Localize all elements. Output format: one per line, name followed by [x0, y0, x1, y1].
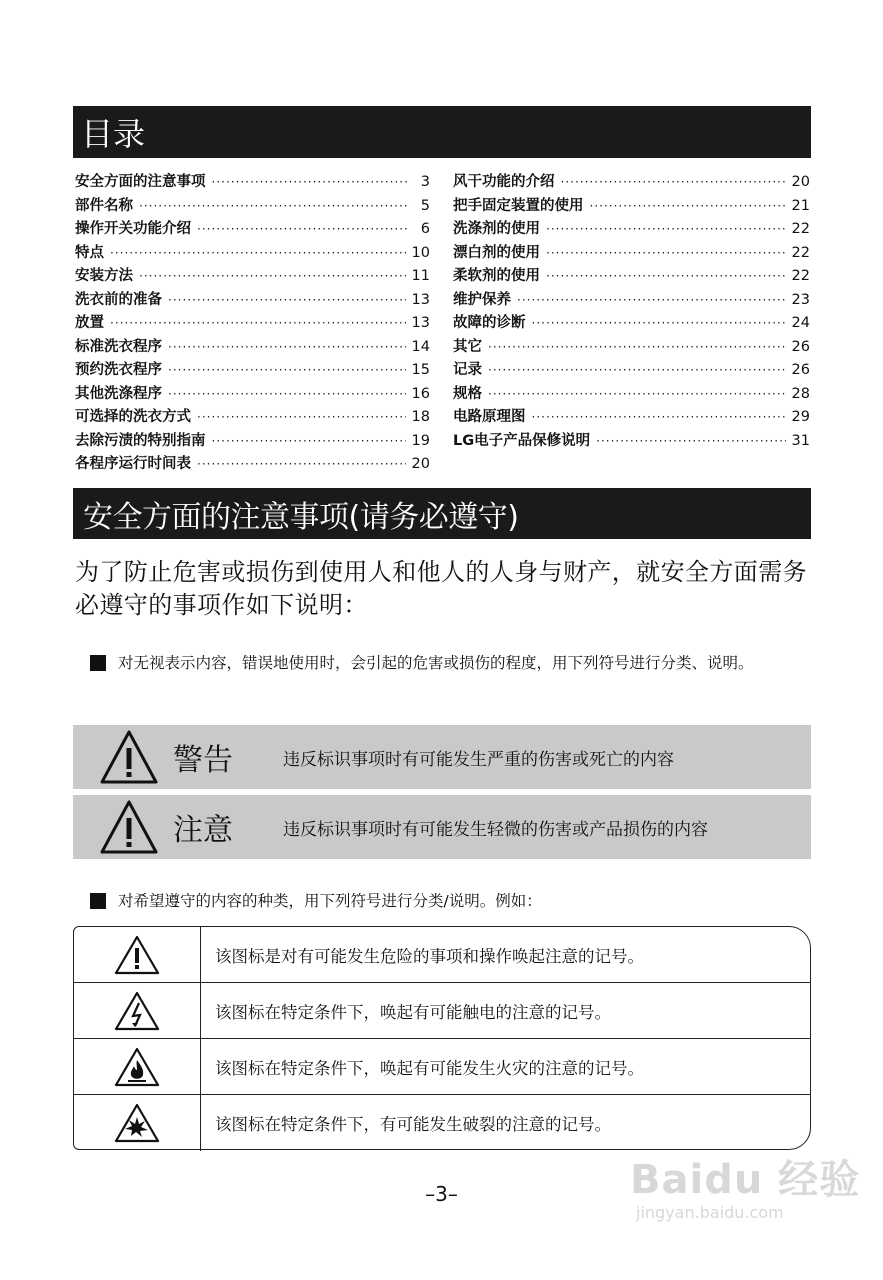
toc-entry: 洗衣前的准备 ····· 13 [75, 288, 430, 312]
bullet-symbol-types [90, 888, 810, 915]
toc-entry: 特点 ····· 10 [75, 241, 430, 265]
symbol-table [73, 926, 811, 1150]
symbol-row: 该图标是对有可能发生危险的事项和操作唤起注意的记号。 [74, 927, 810, 983]
toc-leader-dots [139, 199, 410, 213]
toc-entry: 电路原理图 ····· 29 [453, 405, 810, 429]
toc-right-column [453, 170, 810, 476]
toc-entry: 去除污渍的特别指南 ····· 19 [75, 429, 430, 453]
toc-entry: 洗涤剂的使用 ····· 22 [453, 217, 810, 241]
safety-intro: 为了防止危害或损伤到使用人和他人的人身与财产，就安全方面需务必遵守的事项作如下说明： [75, 558, 807, 619]
toc-leader-dots [110, 246, 406, 260]
caution-label: 注意 [173, 813, 233, 848]
toc-entry: 维护保养 ····· 23 [453, 288, 810, 312]
toc-leader-dots [561, 175, 786, 189]
toc-leader-dots [212, 175, 411, 189]
toc-entry: 风干功能的介绍 ····· 20 [453, 170, 810, 194]
toc-leader-dots [488, 340, 786, 354]
toc-entry: 安全方面的注意事项 ····· 3 [75, 170, 430, 194]
toc-header [73, 106, 811, 158]
watermark-logo: Baidu 经验 [630, 1157, 861, 1203]
toc-entry: 可选择的洗衣方式 ····· 18 [75, 405, 430, 429]
toc-entry: 放置 ····· 13 [75, 311, 430, 335]
toc-entry: 把手固定装置的使用 ····· 21 [453, 194, 810, 218]
watermark-url: jingyan.baidu.com [636, 1203, 784, 1222]
toc-leader-dots [212, 434, 406, 448]
page-number: –3– [425, 1182, 458, 1206]
warning-label: 警告 [173, 743, 233, 778]
toc-entry: 标准洗衣程序 ····· 14 [75, 335, 430, 359]
symbol-row: 该图标在特定条件下，唤起有可能发生火灾的注意的记号。 [74, 1039, 810, 1095]
toc-leader-dots [168, 340, 406, 354]
fire-triangle-icon [114, 1047, 160, 1087]
toc-leader-dots [197, 457, 406, 471]
toc-entry: 故障的诊断 ····· 24 [453, 311, 810, 335]
exclamation-triangle-icon [114, 935, 160, 975]
symbol-row: 该图标在特定条件下，有可能发生破裂的注意的记号。 [74, 1095, 810, 1151]
safety-header [73, 488, 811, 539]
caution-box [73, 795, 811, 859]
toc-leader-dots [168, 363, 406, 377]
explosion-triangle-icon [114, 1103, 160, 1143]
square-bullet-icon [90, 893, 106, 909]
caution-triangle-icon [99, 799, 159, 855]
toc-leader-dots [517, 293, 786, 307]
toc-leader-dots [532, 410, 786, 424]
table-of-contents [75, 170, 810, 476]
electric-shock-triangle-icon [114, 991, 160, 1031]
toc-leader-dots [488, 363, 786, 377]
toc-leader-dots [532, 316, 786, 330]
toc-left-column [75, 170, 430, 476]
warning-box [73, 725, 811, 789]
toc-leader-dots [546, 269, 786, 283]
caution-text: 违反标识事项时有可能发生轻微的伤害或产品损伤的内容 [283, 819, 708, 840]
toc-leader-dots [488, 387, 786, 401]
toc-entry: 其它 ····· 26 [453, 335, 810, 359]
toc-entry: 柔软剂的使用 ····· 22 [453, 264, 810, 288]
toc-leader-dots [590, 199, 786, 213]
toc-leader-dots [110, 316, 406, 330]
toc-leader-dots [596, 434, 785, 448]
toc-entry: LG电子产品保修说明 ····· 31 [453, 429, 810, 453]
toc-leader-dots [546, 246, 786, 260]
toc-leader-dots [168, 387, 406, 401]
square-bullet-icon [90, 655, 106, 671]
safety-title: 安全方面的注意事项(请务必遵守) [83, 499, 519, 535]
toc-leader-dots [197, 410, 406, 424]
warning-text: 违反标识事项时有可能发生严重的伤害或死亡的内容 [283, 749, 674, 770]
bullet-text: 对无视表示内容，错误地使用时，会引起的危害或损伤的程度，用下列符号进行分类、说明。 [118, 654, 754, 672]
symbol-row: 该图标在特定条件下，唤起有可能触电的注意的记号。 [74, 983, 810, 1039]
toc-leader-dots [139, 269, 406, 283]
toc-entry: 漂白剂的使用 ····· 22 [453, 241, 810, 265]
baidu-watermark [630, 1148, 860, 1222]
toc-leader-dots [546, 222, 786, 236]
toc-entry: 预约洗衣程序 ····· 15 [75, 358, 430, 382]
toc-entry: 操作开关功能介绍 ····· 6 [75, 217, 430, 241]
toc-entry: 安装方法 ····· 11 [75, 264, 430, 288]
warning-triangle-icon [99, 729, 159, 785]
toc-entry: 其他洗涤程序 ····· 16 [75, 382, 430, 406]
toc-entry: 记录 ····· 26 [453, 358, 810, 382]
toc-title: 目录 [81, 115, 146, 153]
toc-entry: 部件名称 ····· 5 [75, 194, 430, 218]
toc-leader-dots [197, 222, 410, 236]
toc-leader-dots [168, 293, 406, 307]
bullet-severity [90, 650, 810, 677]
toc-entry: 各程序运行时间表 ····· 20 [75, 452, 430, 476]
bullet-text: 对希望遵守的内容的种类，用下列符号进行分类/说明。例如： [118, 892, 542, 910]
toc-entry: 规格 ····· 28 [453, 382, 810, 406]
